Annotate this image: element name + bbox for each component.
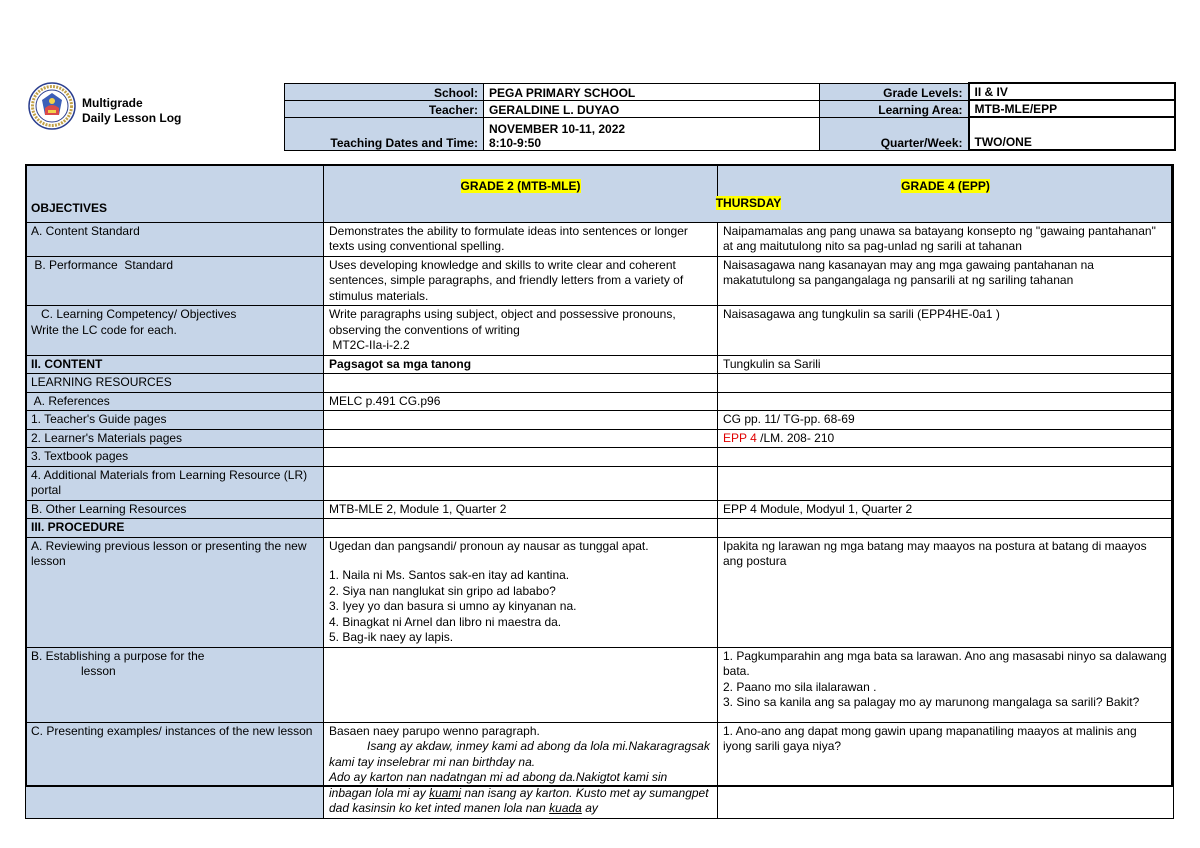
title-line-daily-lesson-log: Daily Lesson Log (82, 111, 182, 125)
grade2-header-label: GRADE 2 (MTB-MLE) (460, 179, 581, 193)
competency-g2-text: Write paragraphs using subject, object and possessive pronouns, observing the conventions of writing (329, 307, 676, 337)
presenting-g2-kuada: kuada (549, 801, 582, 815)
other-resources-label: B. Other Learning Resources (26, 500, 324, 519)
performance-standard-label: B. Performance Standard (26, 256, 324, 306)
dates-value (484, 117, 820, 150)
teacher-label: Teacher: (285, 100, 484, 117)
reviewing-g4: Ipakita ng larawan ng mga batang may maayos na postura at batang di maayos ang postura (718, 537, 1174, 647)
grade-levels-label: Grade Levels: (820, 83, 969, 100)
presenting-g2-paragraph1: Isang ay akdaw, inmey kami ad abong da lola mi.Nakaragragsak kami tay inselebrar mi nan birthday na. (329, 739, 710, 769)
dates-value-date: NOVEMBER 10-11, 2022 (489, 121, 626, 136)
header-row-dates (285, 117, 1175, 150)
presenting-g2 (324, 722, 718, 818)
objectives-row (26, 196, 1174, 223)
reviewing-g2-item: 5. Bag-ik naey ay lapis. (329, 630, 454, 644)
grade-header-empty (26, 165, 324, 196)
competency-g4: Naisasagawa ang tungkulin sa sarili (EPP4HE-0a1 ) (718, 306, 1174, 356)
objectives-label: OBJECTIVES (26, 196, 324, 223)
establishing-label-line2: lesson (81, 664, 116, 678)
reviewing-g2-item: 2. Siya nan nanglukat sin gripo ad lababo? (329, 583, 556, 598)
establishing-label-line1: B. Establishing a purpose for the (31, 648, 205, 663)
quarter-label: Quarter/Week: (820, 117, 969, 150)
references-label: A. References (26, 392, 324, 411)
learning-resources-g4 (718, 374, 1174, 393)
competency-label-line2: Write the LC code for each. (31, 322, 177, 337)
presenting-label: C. Presenting examples/ instances of the new lesson (26, 722, 324, 818)
competency-label (26, 306, 324, 356)
references-g2: MELC p.491 CG.p96 (324, 392, 718, 411)
establishing-g4-item: 3. Sino sa kanila ang sa palagay mo ay marunong mangalaga sa sarili? Bakit? (723, 695, 1140, 709)
reviewing-g2-item: 1. Naila ni Ms. Santos sak-en itay ad kantina. (329, 568, 570, 582)
presenting-g2-intro: Basaen naey parupo wenno paragraph. (329, 723, 540, 738)
tg-pages-g4: CG pp. 11/ TG-pp. 68-69 (718, 411, 1174, 430)
school-label: School: (285, 83, 484, 100)
establishing-row (26, 647, 1174, 722)
grade2-header (324, 165, 718, 196)
reviewing-g2-intro: Ugedan dan pangsandi/ pronoun ay nausar as tunggal apat. (329, 538, 649, 553)
content-standard-row (26, 222, 1174, 256)
learning-resources-row (26, 374, 1174, 393)
procedure-g2 (324, 519, 718, 538)
presenting-g2-text-b: nan isang ay karton. Kusto met ay sumangpet dad kasinsin ko ket inted manen lola nan (329, 785, 709, 815)
tg-pages-label: 1. Teacher's Guide pages (26, 411, 324, 430)
learning-area-value: MTB-MLE/EPP (969, 100, 1175, 117)
grade-header-row (26, 165, 1174, 196)
deped-seal-logo (28, 82, 76, 130)
references-row (26, 392, 1174, 411)
presenting-g2-text-a: Ado ay karton nan nadatngan mi ad abong da.Nakigtot kami sin inbagan lola mi ay (329, 770, 668, 800)
tg-pages-row (26, 411, 1174, 430)
other-resources-g2: MTB-MLE 2, Module 1, Quarter 2 (324, 500, 718, 519)
content-row (26, 355, 1174, 374)
establishing-g4-item: 2. Paano mo sila ilalarawan . (723, 679, 877, 694)
header-row-teacher (285, 100, 1175, 117)
additional-materials-label: 4. Additional Materials from Learning Resource (LR) portal (26, 466, 324, 500)
establishing-label (26, 647, 324, 722)
content-standard-g4: Naipamamalas ang pang unawa sa batayang konsepto ng "gawaing pantahanan" at ang maitutulong nito sa pag-unlad ng sarili at tahanan (718, 222, 1174, 256)
competency-row (26, 306, 1174, 356)
reviewing-label: A. Reviewing previous lesson or presenting the new lesson (26, 537, 324, 647)
content-standard-label: A. Content Standard (26, 222, 324, 256)
establishing-g4-item: 1. Pagkumparahin ang mga bata sa larawan. Ano ang masasabi ninyo sa dalawang bata. (723, 648, 1167, 678)
tg-pages-g2 (324, 411, 718, 430)
reviewing-g2 (324, 537, 718, 647)
presenting-g2-text-c: ay (581, 801, 598, 815)
additional-materials-row (26, 466, 1174, 500)
header-row-school (285, 83, 1175, 100)
establishing-g4 (718, 647, 1174, 722)
content-standard-g2: Demonstrates the ability to formulate ideas into sentences or longer texts using conventional spelling. (324, 222, 718, 256)
performance-standard-row (26, 256, 1174, 306)
procedure-g4 (718, 519, 1174, 538)
references-g4 (718, 392, 1174, 411)
presenting-g4: 1. Ano-ano ang dapat mong gawin upang mapanatiling maayos at malinis ang iyong sarili gaya niya? (718, 722, 1174, 818)
header-info-table (284, 82, 1176, 151)
document-title (82, 96, 181, 126)
procedure-row (26, 519, 1174, 538)
textbook-pages-label: 3. Textbook pages (26, 448, 324, 467)
reviewing-row (26, 537, 1174, 647)
lm-pages-label: 2. Learner's Materials pages (26, 429, 324, 448)
performance-standard-g4: Naisasagawa nang kasanayan may ang mga gawaing pantahanan na makatutulong sa pangangalaga ng pansarili at ng sariling tahanan (718, 256, 1174, 306)
grade4-header-label: GRADE 4 (EPP) (901, 179, 990, 193)
competency-g2 (324, 306, 718, 356)
textbook-pages-row (26, 448, 1174, 467)
presenting-row (26, 722, 1174, 818)
lm-pages-g2 (324, 429, 718, 448)
performance-standard-g2: Uses developing knowledge and skills to write clear and coherent sentences, simple paragraphs, and friendly letters from a variety of stimulus materials. (324, 256, 718, 306)
dates-label: Teaching Dates and Time: (285, 117, 484, 150)
presenting-g2-paragraph2 (329, 770, 712, 817)
content-label: II. CONTENT (26, 355, 324, 374)
reviewing-g2-item: 3. Iyey yo dan basura si umno ay kinyanan na. (329, 599, 577, 613)
lm-pages-epp4: EPP 4 (723, 430, 761, 445)
establishing-g2 (324, 647, 718, 722)
lm-pages-g4 (718, 429, 1174, 448)
dates-value-time: 8:10-9:50 (489, 135, 542, 150)
learning-area-label: Learning Area: (820, 100, 969, 117)
other-resources-g4: EPP 4 Module, Modyul 1, Quarter 2 (718, 500, 1174, 519)
textbook-pages-g2 (324, 448, 718, 467)
lm-pages-row (26, 429, 1174, 448)
presenting-g2-kuami: kuami (429, 785, 462, 800)
competency-g2-code: MT2C-IIa-i-2.2 (329, 338, 410, 352)
competency-label-line1: C. Learning Competency/ Objectives (31, 307, 237, 321)
learning-resources-label: LEARNING RESOURCES (26, 374, 324, 393)
teacher-value: GERALDINE L. DUYAO (484, 100, 820, 117)
lm-pages-range: /LM. 208- 210 (760, 430, 835, 445)
reviewing-g2-item: 4. Binagkat ni Arnel dan libro ni maestra da. (329, 614, 562, 629)
procedure-label: III. PROCEDURE (26, 519, 324, 538)
content-g2: Pagsagot sa mga tanong (324, 355, 718, 374)
additional-materials-g4 (718, 466, 1174, 500)
day-label: THURSDAY (715, 195, 782, 210)
learning-resources-g2 (324, 374, 718, 393)
other-resources-row (26, 500, 1174, 519)
additional-materials-g2 (324, 466, 718, 500)
school-value: PEGA PRIMARY SCHOOL (484, 83, 820, 100)
grade4-header (718, 165, 1174, 196)
textbook-pages-g4 (718, 448, 1174, 467)
day-header (324, 196, 1174, 223)
grade-levels-value: II & IV (969, 83, 1175, 100)
lesson-plan-table (25, 164, 1174, 819)
content-g4: Tungkulin sa Sarili (718, 355, 1174, 374)
quarter-value: TWO/ONE (969, 117, 1175, 150)
title-line-multigrade: Multigrade (82, 96, 143, 110)
